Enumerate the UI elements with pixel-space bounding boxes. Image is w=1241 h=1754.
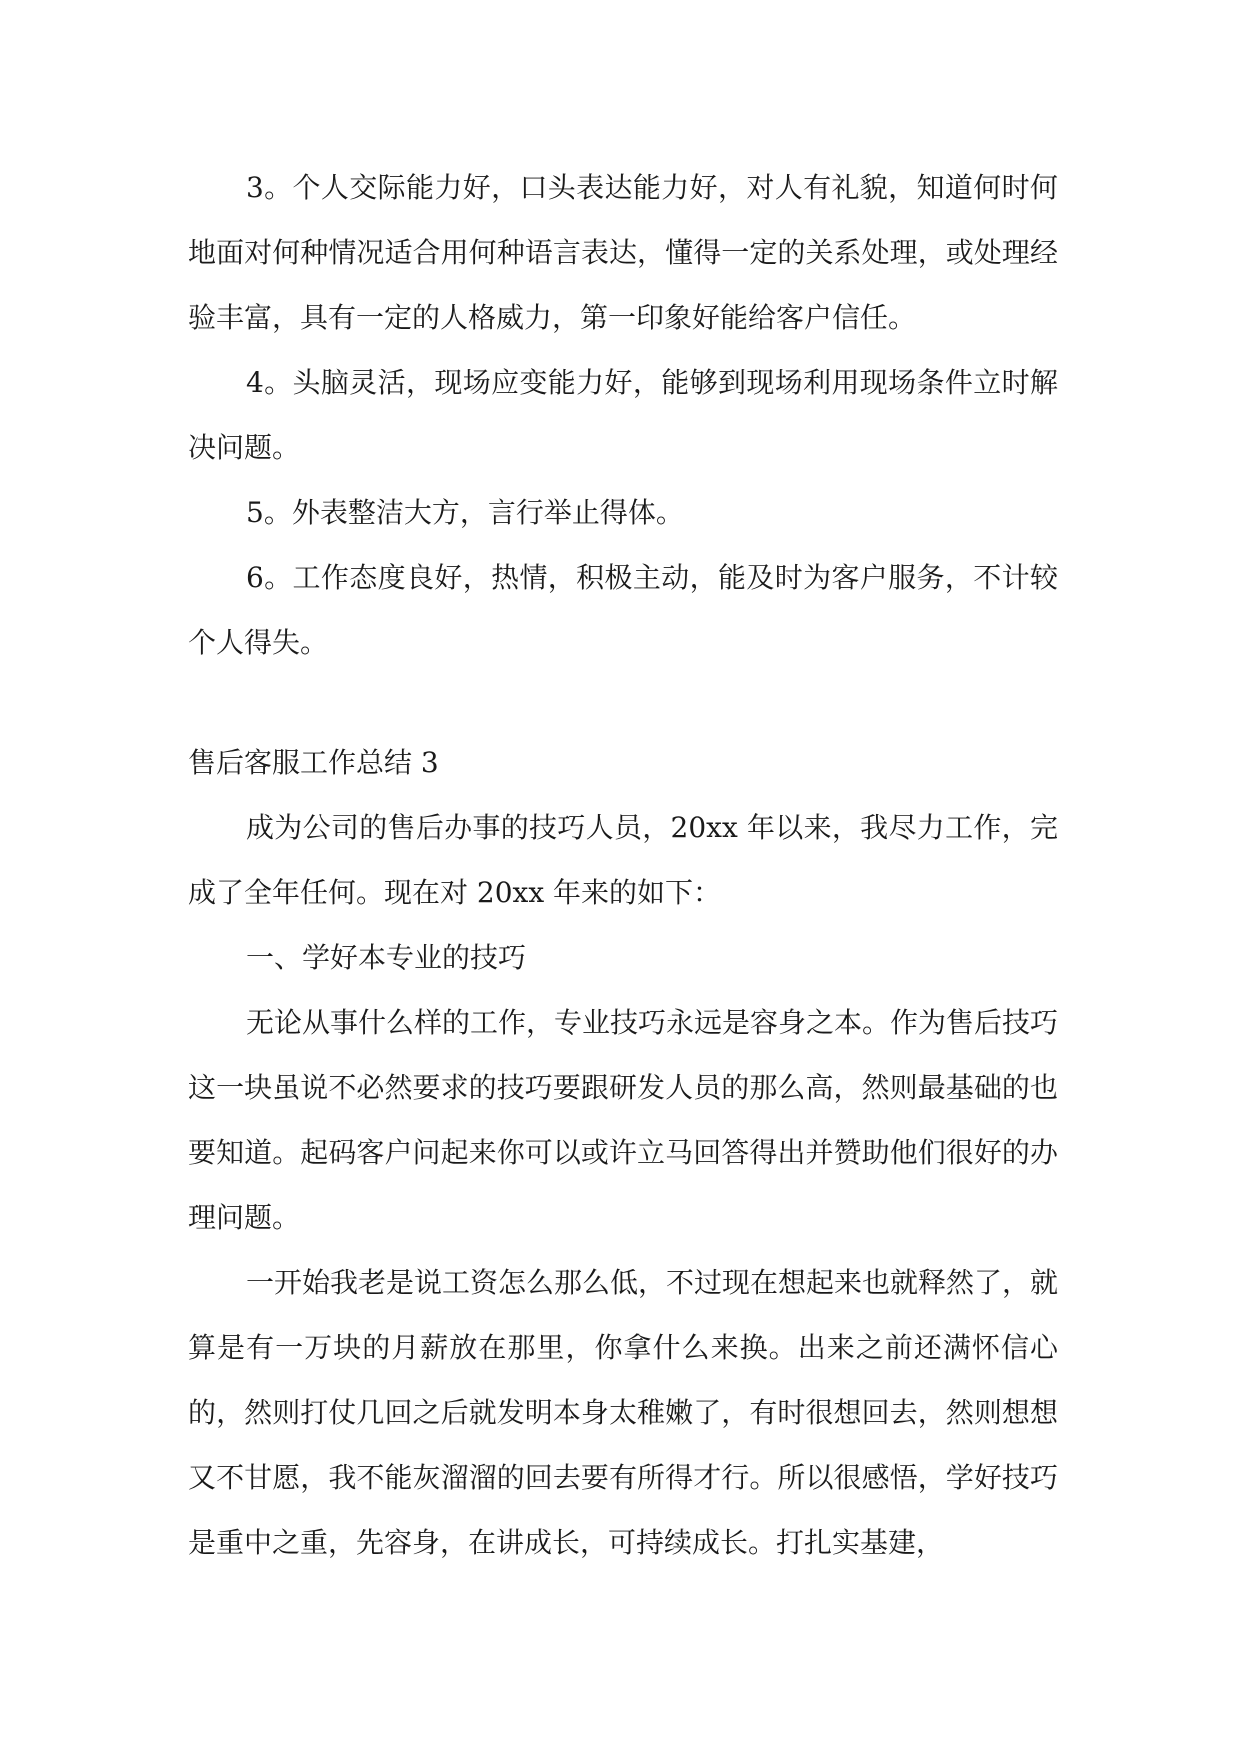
paragraph-item-3: 3。个人交际能力好，口头表达能力好，对人有礼貌，知道何时何地面对何种情况适合用何种语言表达，懂得一定的关系处理，或处理经验丰富，具有一定的人格威力，第一印象好能给客户信任。 <box>188 171 1058 334</box>
paragraph-experience: 一开始我老是说工资怎么那么低，不过现在想起来也就释然了，就算是有一万块的月薪放在那里，你拿什么来换。出来之前还满怀信心的，然则打仗几回之后就发明本身太稚嫩了，有时很想回去，然则想想又不甘愿，我不能灰溜溜的回去要有所得才行。所以很感悟，学好技巧是重中之重，先容身，在讲成长，可持续成长。打扎实基建， <box>188 1266 1059 1559</box>
paragraph-item-6: 6。工作态度良好，热情，积极主动，能及时为客户服务，不计较个人得失。 <box>188 561 1058 659</box>
paragraph-subheading: 一、学好本专业的技巧 <box>246 941 527 974</box>
paragraph-intro: 成为公司的售后办事的技巧人员，20xx 年以来，我尽力工作，完成了全年任何。现在对 20xx 年来的如下： <box>188 811 1058 909</box>
paragraph-skills: 无论从事什么样的工作，专业技巧永远是容身之本。作为售后技巧这一块虽说不必然要求的技巧要跟研发人员的那么高，然则最基础的也要知道。起码客户问起来你可以或许立马回答得出并赞助他们很好的办理问题。 <box>188 1006 1059 1234</box>
section-heading: 售后客服工作总结 3 <box>188 746 439 779</box>
document-body <box>188 155 1058 1575</box>
paragraph-item-5: 5。外表整洁大方，言行举止得体。 <box>246 496 684 529</box>
section-spacer <box>188 675 1058 730</box>
paragraph-item-4: 4。头脑灵活，现场应变能力好，能够到现场利用现场条件立时解决问题。 <box>188 366 1058 464</box>
